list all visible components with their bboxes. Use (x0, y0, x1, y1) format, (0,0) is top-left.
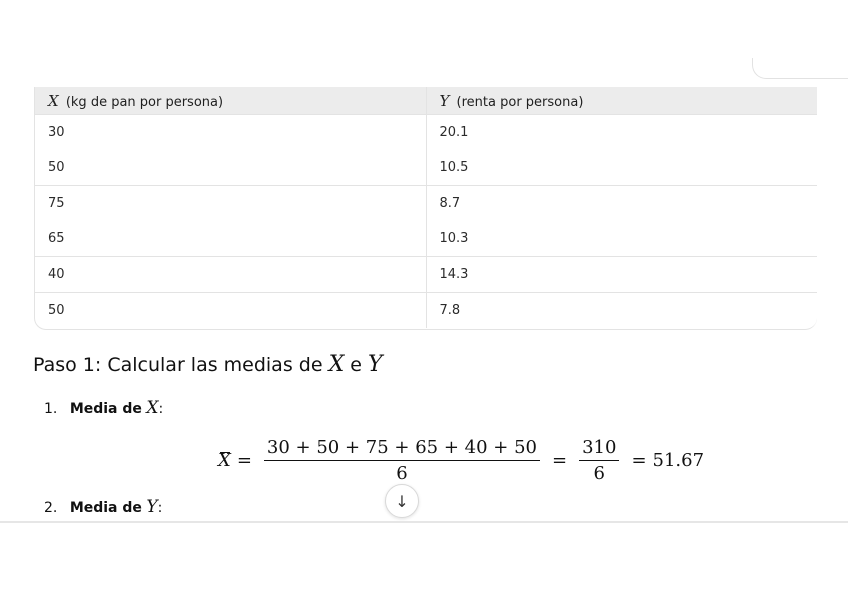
table-row (35, 186, 817, 222)
table-row (35, 293, 817, 329)
formula-fraction-total (579, 437, 619, 484)
table-cell-y: 20.1 (426, 115, 817, 151)
table-row (35, 221, 817, 257)
list-item-var: X (146, 398, 159, 418)
list-item-suffix: : (158, 401, 164, 417)
table-cell-x: 30 (48, 125, 65, 140)
list-item (44, 398, 163, 418)
header-y-label: (renta por persona) (456, 94, 584, 110)
step-heading (33, 352, 383, 377)
arrow-down-icon: ↓ (395, 491, 409, 511)
list-item-number: 1. (44, 401, 58, 417)
table-header-y (426, 87, 817, 115)
data-table (35, 87, 817, 328)
table-cell-x: 75 (48, 196, 65, 211)
scroll-down-button[interactable] (385, 484, 419, 518)
composer-divider (0, 521, 848, 523)
formula-total-numerator: 310 (579, 437, 619, 461)
formula-denominator: 6 (396, 463, 408, 484)
mean-x-formula (218, 437, 704, 484)
list-item-var: Y (146, 497, 158, 517)
table-cell-y: 8.7 (426, 186, 817, 222)
step-heading-var-y: Y (368, 352, 383, 377)
step-heading-joiner: e (350, 354, 362, 376)
table-header-x (35, 87, 426, 115)
step-heading-var-x: X (328, 352, 345, 377)
table-cell-y: 14.3 (426, 257, 817, 293)
list-item-suffix: : (157, 500, 163, 516)
header-y-var: Y (439, 91, 450, 110)
table-row (35, 150, 817, 186)
table-cell-x: 65 (35, 221, 426, 257)
formula-total-denominator: 6 (593, 463, 605, 484)
table-row (35, 257, 817, 293)
data-table-container (34, 87, 817, 330)
header-x-label: (kg de pan por persona) (65, 94, 224, 110)
formula-fraction-sum (264, 437, 540, 484)
table-cell-y: 7.8 (426, 293, 817, 329)
header-x-var: X (48, 91, 59, 110)
table-header-row (35, 87, 817, 115)
formula-equals: = (236, 450, 252, 471)
formula-equals: = (551, 450, 568, 471)
table-cell-x: 50 (35, 150, 426, 186)
formula-numerator: 30 + 50 + 75 + 65 + 40 + 50 (264, 437, 540, 461)
list-item-label: Media de (69, 500, 142, 516)
table-cell-x: 50 (48, 303, 65, 318)
list-item (44, 497, 162, 517)
table-cell-y: 10.3 (426, 221, 817, 257)
step-heading-text: Paso 1: Calcular las medias de (33, 354, 323, 376)
table-cell-y: 10.5 (426, 150, 817, 186)
formula-equals: = (631, 450, 647, 471)
table-cell-x: 40 (35, 257, 426, 293)
table-row (35, 115, 817, 151)
list-item-label: Media de (69, 401, 142, 417)
formula-lhs: X (218, 450, 231, 471)
list-item-number: 2. (44, 500, 58, 516)
formula-result: 51.67 (652, 450, 705, 471)
top-input-edge (752, 58, 848, 79)
